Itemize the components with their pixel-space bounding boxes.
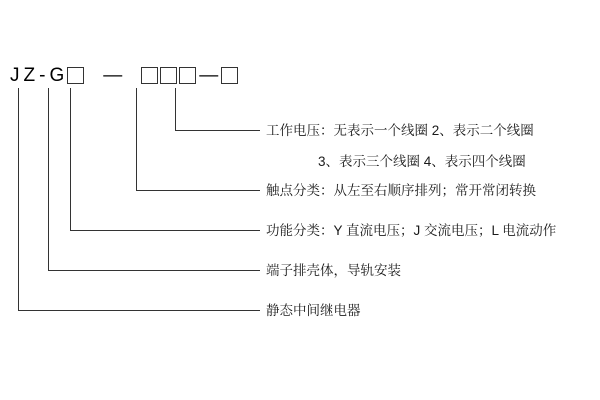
code-box-contact-3 [179, 67, 196, 84]
code-box-group-contacts [140, 67, 197, 84]
leader-vline-housing [48, 88, 49, 270]
leader-hline-voltage [175, 130, 260, 131]
code-box-contact-1 [141, 67, 158, 84]
code-letter-z: Z [23, 64, 36, 86]
model-code-row [8, 62, 239, 88]
code-box-voltage [221, 67, 238, 84]
leader-vline-function [70, 88, 71, 230]
code-letter-g: G [49, 64, 65, 86]
leader-hline-housing [48, 270, 260, 271]
leader-vline-contacts [136, 88, 137, 190]
label-working-voltage-line2: 3、表示三个线圈 4、表示四个线圈 [318, 154, 526, 169]
label-function-classification: 功能分类：Y 直流电压；J 交流电压；L 电流动作 [266, 223, 557, 238]
leader-vline-product [18, 88, 19, 310]
label-contact-classification: 触点分类：从左至右顺序排列；常开常闭转换 [266, 183, 536, 198]
leader-hline-product [18, 310, 260, 311]
code-box-contact-2 [160, 67, 177, 84]
label-working-voltage-line1: 工作电压：无表示一个线圈 2、表示二个线圈 [266, 123, 534, 138]
label-housing: 端子排壳体，导轨安装 [266, 263, 401, 278]
code-dash-third: — [199, 64, 219, 86]
leader-hline-contacts [136, 190, 260, 191]
code-letter-j: J [10, 64, 20, 86]
leader-hline-function [70, 230, 260, 231]
code-dash-second: — [103, 64, 123, 86]
leader-vline-voltage [175, 88, 176, 130]
label-product-name: 静态中间继电器 [266, 303, 361, 318]
code-box-function [67, 67, 84, 84]
code-dash-first: - [39, 64, 46, 86]
